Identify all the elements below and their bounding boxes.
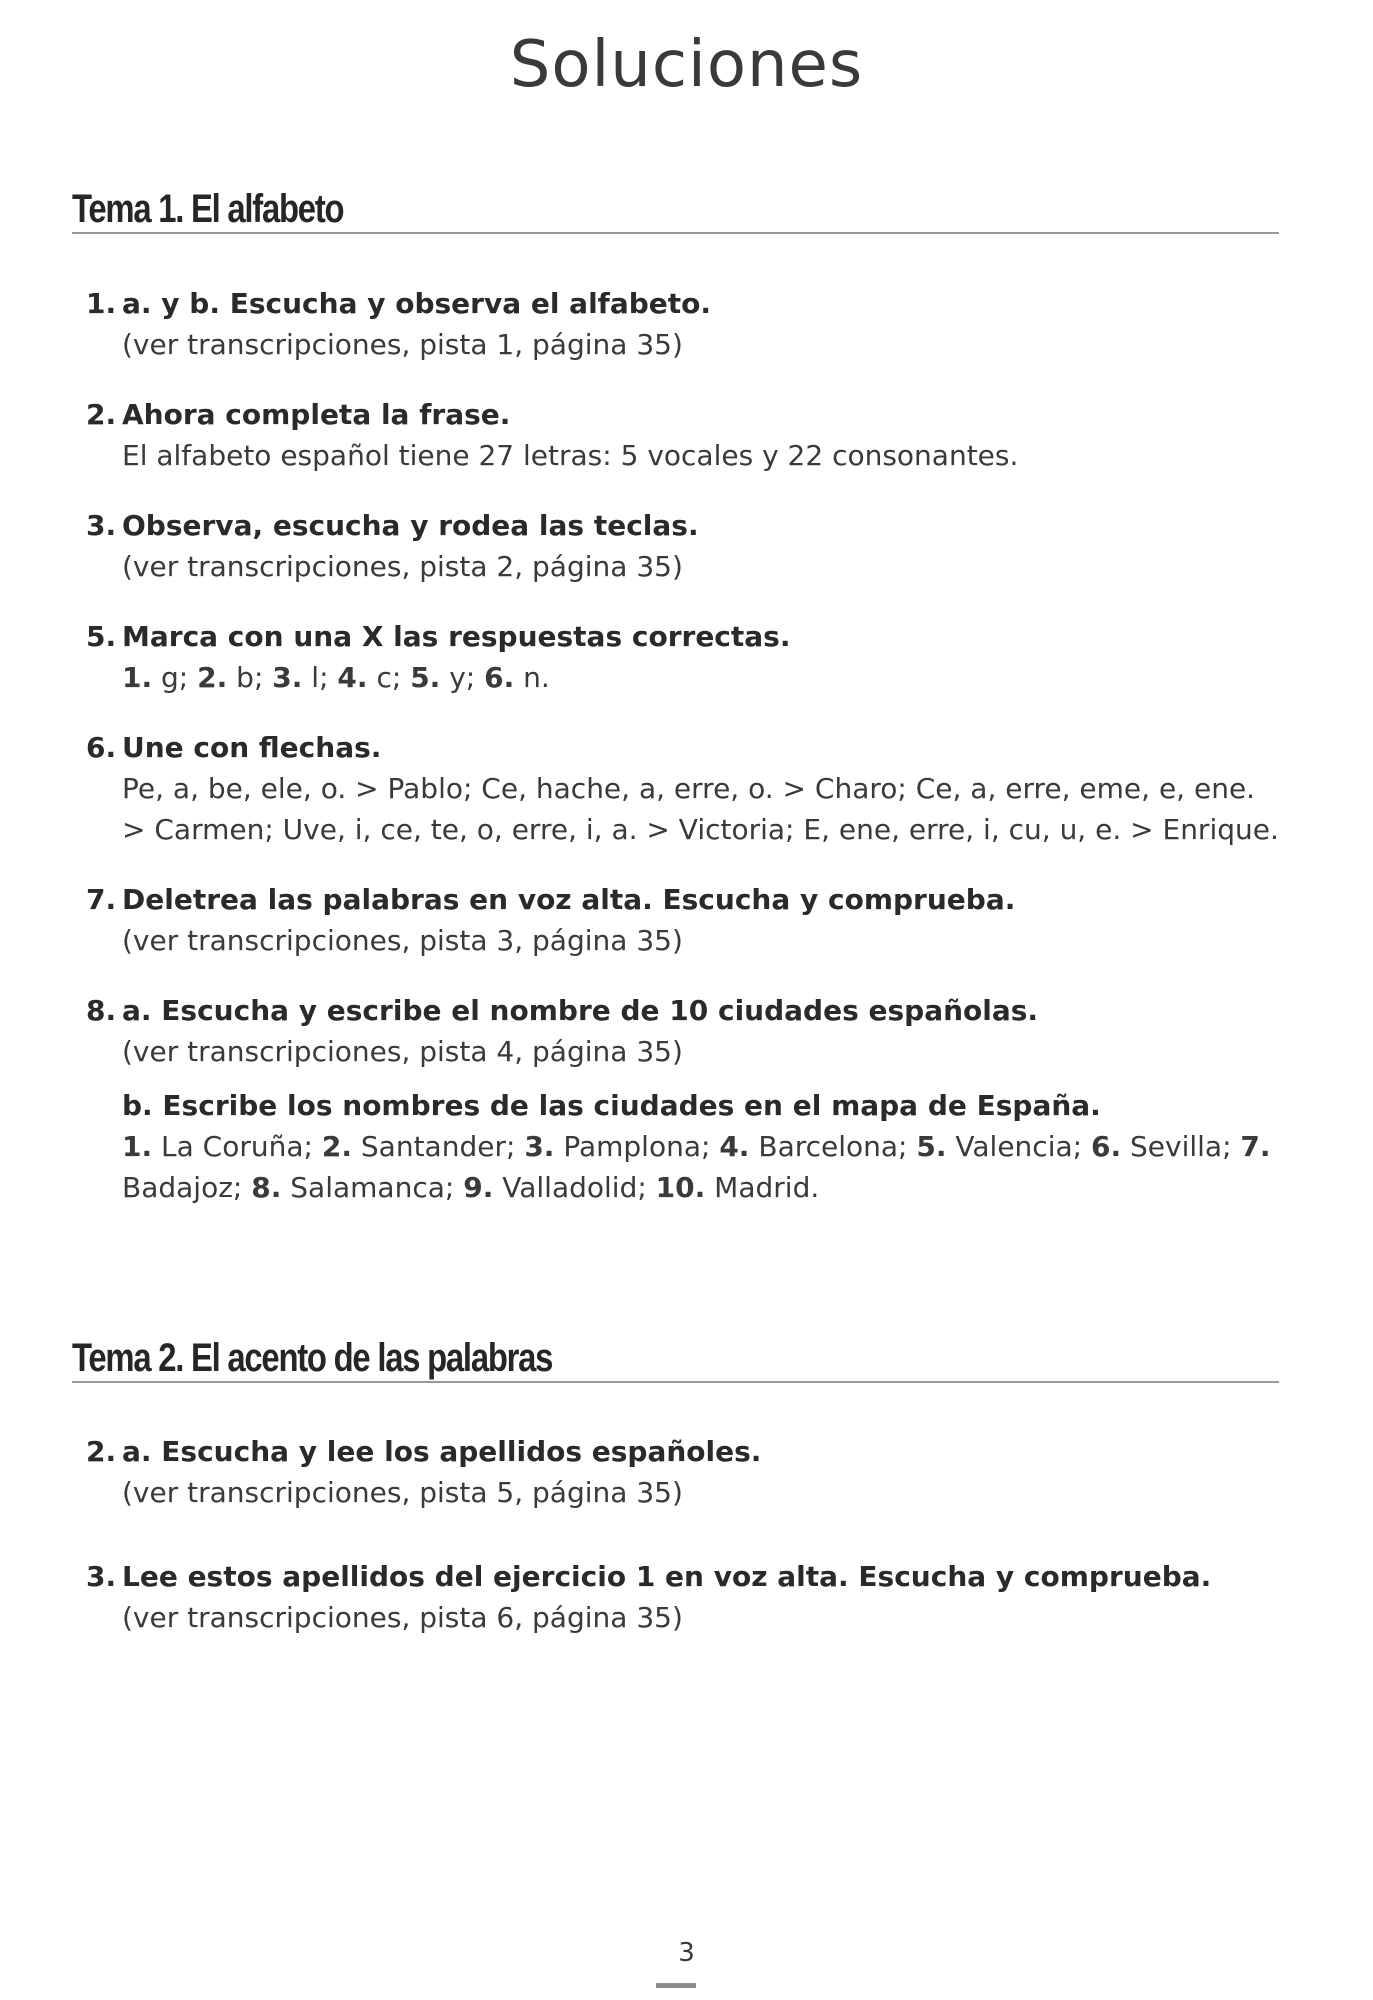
answer-text: Barcelona;: [749, 1130, 917, 1163]
section-heading-tema-2: [72, 1335, 1279, 1383]
answer-number: 9.: [463, 1171, 494, 1204]
answer-number: 1.: [122, 1130, 153, 1163]
section-heading-tema-1: [72, 186, 1279, 234]
exercise-item: [86, 284, 1281, 365]
answer-text: Pamplona;: [554, 1130, 720, 1163]
exercise-answer: (ver transcripciones, pista 4, página 35): [122, 1035, 683, 1068]
exercise-question: [86, 284, 1281, 324]
section-items-tema-2: [86, 1432, 1281, 1668]
exercise-item: [86, 617, 1281, 698]
exercise-number: 2.: [86, 398, 117, 431]
exercise-question: [86, 506, 1281, 546]
exercise-question-text: a. y b. Escucha y observa el alfabeto.: [122, 287, 712, 320]
exercise-number: 2.: [86, 1435, 117, 1468]
answer-text: c;: [367, 661, 411, 694]
exercise-answer: (ver transcripciones, pista 3, página 35): [122, 924, 683, 957]
exercise-number: 6.: [86, 731, 117, 764]
answer-text: Sevilla;: [1121, 1130, 1241, 1163]
answer-text: n.: [514, 661, 550, 694]
answer-number: 10.: [655, 1171, 706, 1204]
exercise-question-text: Observa, escucha y rodea las teclas.: [122, 509, 699, 542]
exercise-question-text: Ahora completa la frase.: [122, 398, 511, 431]
exercise-question: [86, 395, 1281, 435]
exercise-item: [86, 728, 1281, 850]
page-number: 3: [678, 1938, 695, 1968]
exercise-number: 1.: [86, 287, 117, 320]
exercise-answer: Pe, a, be, ele, o. > Pablo; Ce, hache, a, erre, o. > Charo; Ce, a, erre, eme, e, ene. > Carmen; Uve, i, ce, te, o, erre, i, a. > Victoria; E, ene, erre, i, cu, u, e. > Enrique.: [122, 772, 1279, 846]
exercise-item: [86, 395, 1281, 476]
exercise-answer: (ver transcripciones, pista 6, página 35): [122, 1601, 683, 1634]
answer-text: b;: [227, 661, 273, 694]
exercise-item: [86, 506, 1281, 587]
page-number-bar: [656, 1983, 696, 1988]
exercise-question: [86, 1557, 1281, 1597]
page-title: Soluciones: [509, 28, 864, 102]
exercise-item: [86, 880, 1281, 961]
exercise-answer: (ver transcripciones, pista 2, página 35): [122, 550, 683, 583]
exercise-item: [86, 1557, 1281, 1638]
answer-text: g;: [152, 661, 198, 694]
exercise-question-text: a. Escucha y lee los apellidos españoles.: [122, 1435, 762, 1468]
answer-number: 6.: [1090, 1130, 1122, 1163]
exercise-item: [86, 1432, 1281, 1513]
answer-number: 7.: [1240, 1130, 1271, 1163]
section-heading-text: Tema 1. El alfabeto: [72, 187, 344, 231]
exercise-subanswer: [122, 1126, 1281, 1208]
answer-number: 2.: [321, 1130, 352, 1163]
section-heading-text: Tema 2. El acento de las palabras: [72, 1336, 553, 1380]
exercise-question-text: Deletrea las palabras en voz alta. Escucha y comprueba.: [122, 883, 1016, 916]
exercise-number: 3.: [86, 509, 117, 542]
exercise-question: [86, 880, 1281, 920]
answer-number: 1.: [122, 661, 153, 694]
exercise-question: [86, 1432, 1281, 1472]
exercise-question-text: Lee estos apellidos del ejercicio 1 en voz alta. Escucha y comprueba.: [122, 1560, 1212, 1593]
answer-text: Santander;: [352, 1130, 525, 1163]
exercise-question-text: Une con flechas.: [122, 731, 382, 764]
answer-text: La Coruña;: [152, 1130, 322, 1163]
answer-text: l;: [302, 661, 338, 694]
exercise-subitem: [86, 1086, 1281, 1208]
section-items-tema-1: [86, 284, 1281, 1238]
exercise-subquestion: b. Escribe los nombres de las ciudades en el mapa de España.: [122, 1089, 1101, 1122]
answer-text: Salamanca;: [281, 1171, 464, 1204]
exercise-answer: [86, 657, 1281, 698]
answer-number: 3.: [272, 661, 303, 694]
answer-text: Valladolid;: [493, 1171, 656, 1204]
exercise-answer: (ver transcripciones, pista 1, página 35): [122, 328, 683, 361]
exercise-question: [86, 991, 1281, 1031]
answer-text: Valencia;: [946, 1130, 1091, 1163]
exercise-number: 8.: [86, 994, 117, 1027]
exercise-question-text: Marca con una X las respuestas correctas.: [122, 620, 791, 653]
exercise-answer: El alfabeto español tiene 27 letras: 5 vocales y 22 consonantes.: [122, 439, 1019, 472]
answer-text: Madrid.: [705, 1171, 820, 1204]
answer-number: 2.: [197, 661, 228, 694]
exercise-number: 3.: [86, 1560, 117, 1593]
answer-number: 4.: [719, 1130, 750, 1163]
answer-number: 4.: [337, 661, 368, 694]
exercise-number: 5.: [86, 620, 117, 653]
answer-number: 3.: [524, 1130, 555, 1163]
exercise-question-text: a. Escucha y escribe el nombre de 10 ciudades españolas.: [122, 994, 1039, 1027]
exercise-question: [86, 728, 1281, 768]
answer-number: 5.: [410, 661, 441, 694]
answer-text: Badajoz;: [122, 1171, 252, 1204]
answer-number: 8.: [251, 1171, 282, 1204]
exercise-question: [86, 617, 1281, 657]
exercise-number: 7.: [86, 883, 117, 916]
answer-number: 5.: [916, 1130, 947, 1163]
answer-text: y;: [440, 661, 485, 694]
exercise-answer: (ver transcripciones, pista 5, página 35): [122, 1476, 683, 1509]
exercise-item: [86, 991, 1281, 1208]
answer-number: 6.: [484, 661, 515, 694]
